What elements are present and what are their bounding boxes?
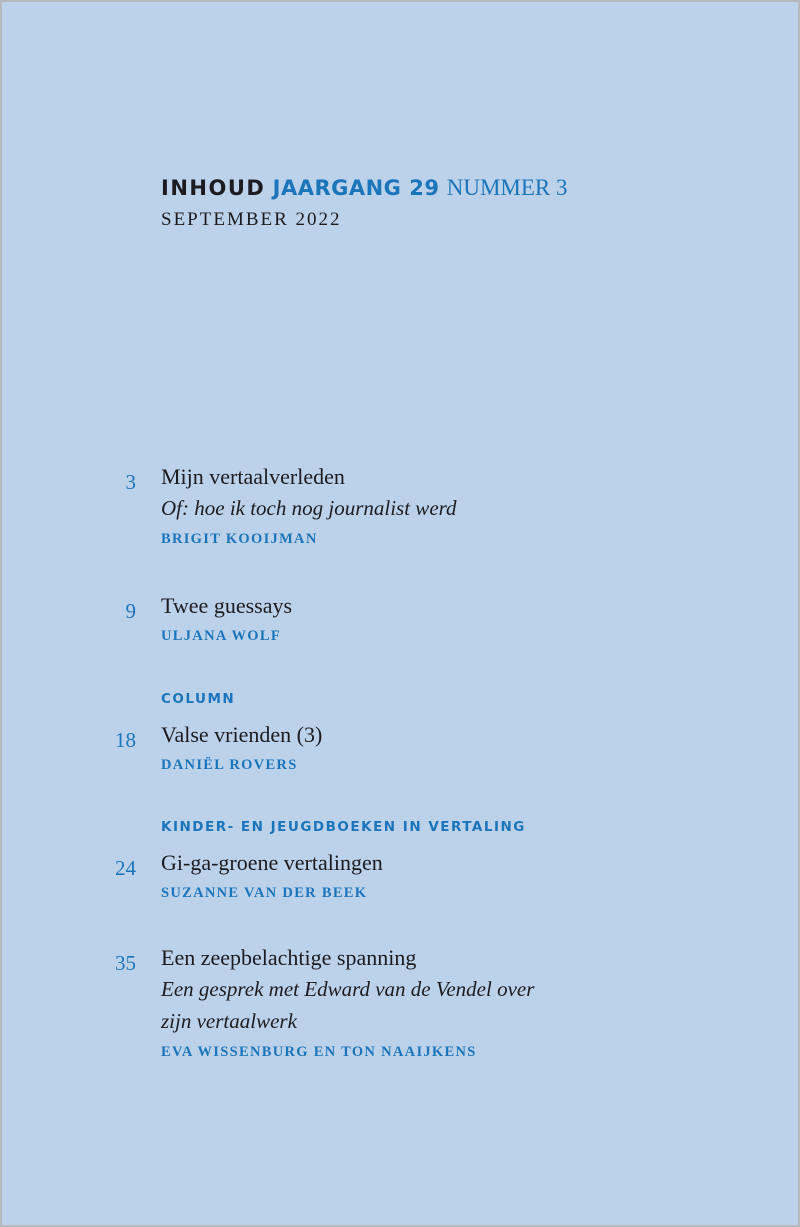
article-title: Valse vrienden (3) <box>161 722 323 747</box>
article-author: ULJANA WOLF <box>161 628 281 644</box>
article-subtitle: Een gesprek met Edward van de Vendel over <box>161 977 535 1001</box>
page-number: 18 <box>115 728 136 752</box>
volume-label: JAARGANG 29 <box>272 176 440 200</box>
page-number: 24 <box>115 856 136 880</box>
entry-content <box>161 816 581 902</box>
section-heading: KINDER- EN JEUGDBOEKEN IN VERTALING <box>161 819 526 835</box>
inhoud-label: INHOUD <box>161 176 266 200</box>
page-number: 9 <box>125 599 136 623</box>
page-number: 35 <box>115 951 136 975</box>
toc-header <box>161 172 568 231</box>
article-title: Gi-ga-groene vertalingen <box>161 850 383 875</box>
article-author: SUZANNE VAN DER BEEK <box>161 885 368 901</box>
issue-number: NUMMER 3 <box>446 175 568 200</box>
article-title: Mijn vertaalverleden <box>161 464 345 489</box>
entry-content <box>161 688 581 774</box>
article-subtitle: Of: hoe ik toch nog journalist werd <box>161 496 457 520</box>
article-author: EVA WISSENBURG EN TON NAAIJKENS <box>161 1044 477 1060</box>
article-title: Een zeepbelachtige spanning <box>161 945 417 970</box>
entry-content <box>161 462 581 548</box>
toc-title <box>161 172 568 204</box>
article-author: BRIGIT KOOIJMAN <box>161 531 318 547</box>
section-heading: COLUMN <box>161 691 236 707</box>
entry-content <box>161 591 581 645</box>
article-title: Twee guessays <box>161 593 293 618</box>
entry-content <box>161 943 581 1061</box>
article-author: DANIËL ROVERS <box>161 757 298 773</box>
issue-date: SEPTEMBER 2022 <box>161 209 342 230</box>
page-number: 3 <box>125 470 136 494</box>
article-subtitle-continued: zijn vertaalwerk <box>161 1009 297 1033</box>
